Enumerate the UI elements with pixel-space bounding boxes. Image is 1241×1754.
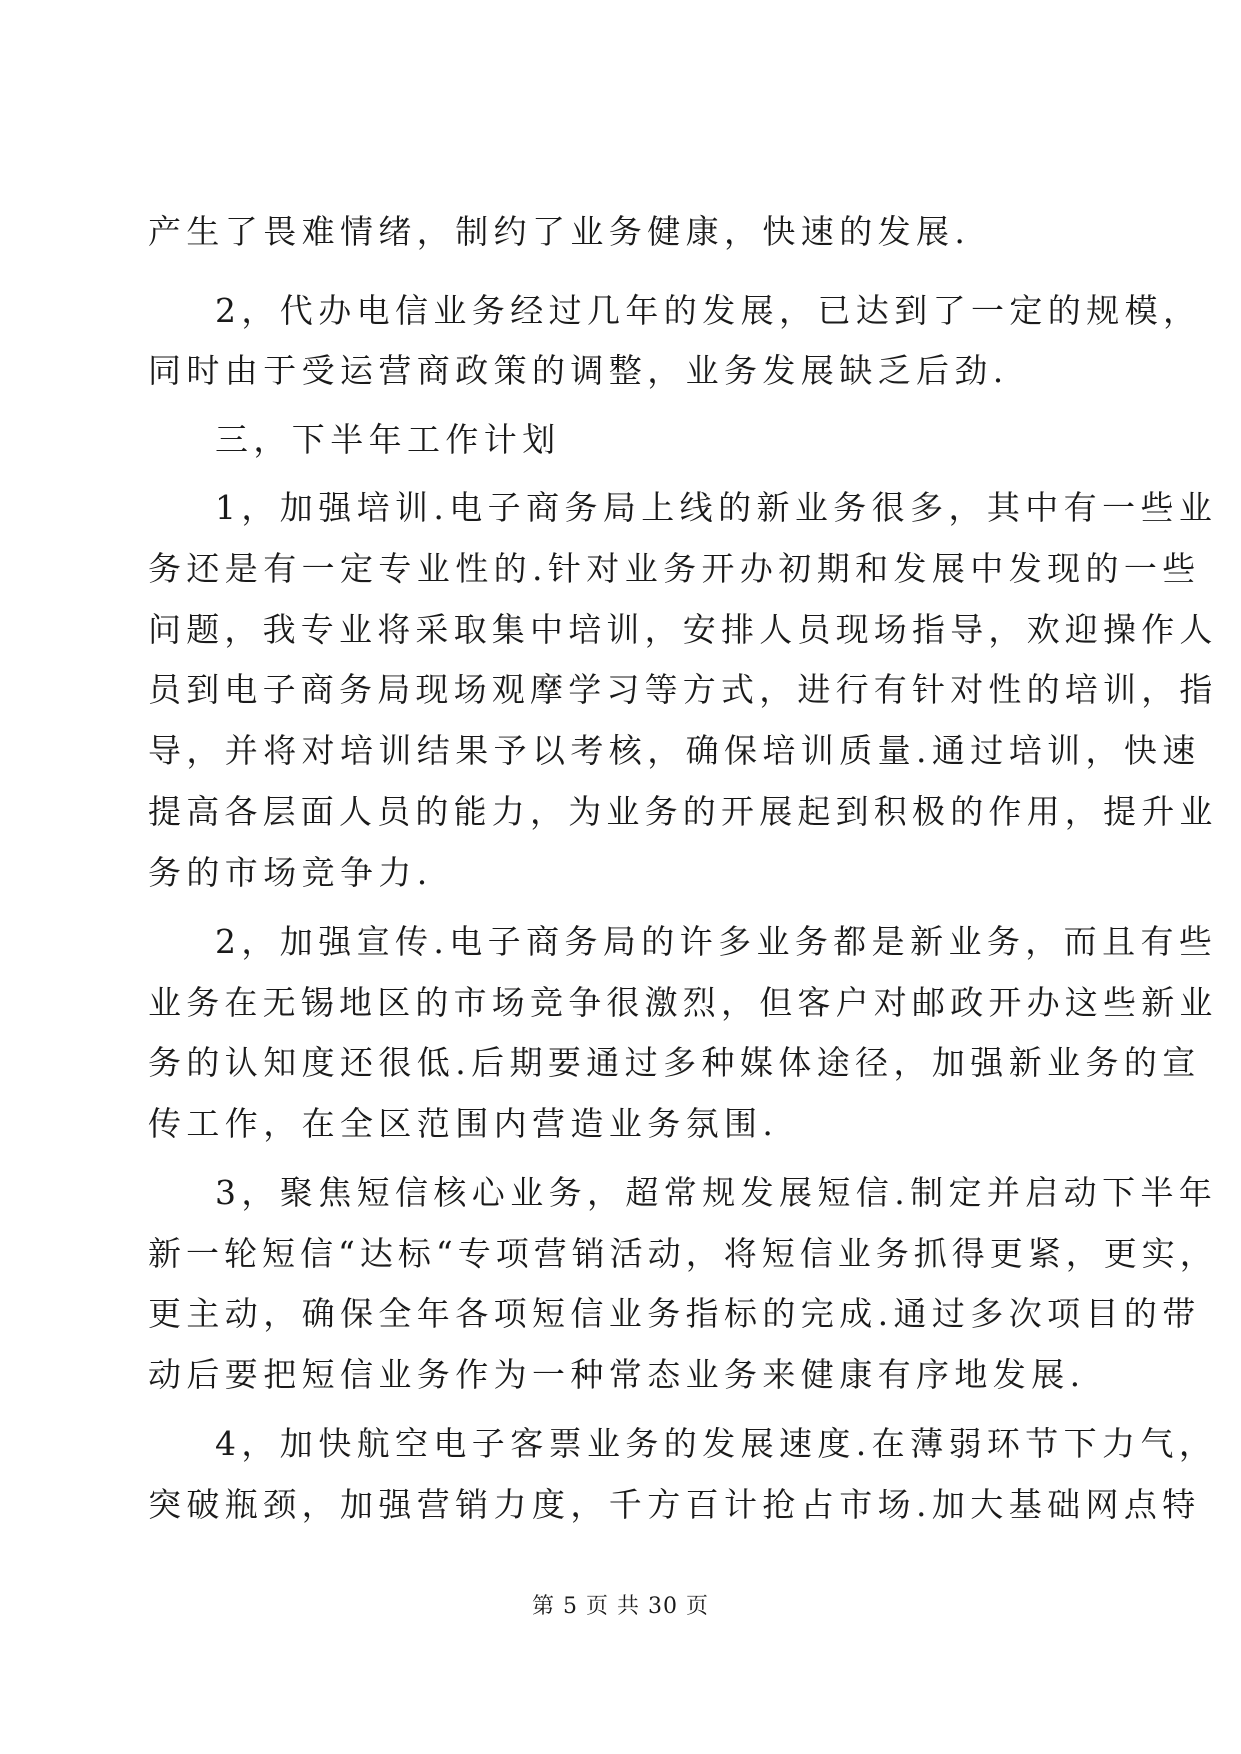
- text-line: 突破瓶颈，加强营销力度，千方百计抢占市场.加大基础网点特: [148, 1485, 1201, 1524]
- text-line: 4，加快航空电子客票业务的发展速度.在薄弱环节下力气，: [215, 1424, 1218, 1463]
- text-line: 动后要把短信业务作为一种常态业务来健康有序地发展.: [148, 1355, 1086, 1394]
- text-line: 业务在无锡地区的市场竞争很激烈，但客户对邮政开办这些新业: [148, 983, 1218, 1022]
- page-number-footer: 第 5 页 共 30 页: [532, 1594, 709, 1619]
- text-line: 问题，我专业将采取集中培训，安排人员现场指导，欢迎操作人: [148, 610, 1218, 649]
- section-heading: 三，下半年工作计划: [215, 420, 561, 459]
- text-line: 1，加强培训.电子商务局上线的新业务很多，其中有一些业: [215, 488, 1218, 527]
- text-line: 产生了畏难情绪，制约了业务健康，快速的发展.: [148, 212, 971, 251]
- text-line: 务的认知度还很低.后期要通过多种媒体途径，加强新业务的宣: [148, 1043, 1201, 1082]
- text-line: 务还是有一定专业性的.针对业务开办初期和发展中发现的一些: [148, 549, 1201, 588]
- text-line: 2，代办电信业务经过几年的发展，已达到了一定的规模，: [215, 291, 1202, 330]
- text-line: 传工作，在全区范围内营造业务氛围.: [148, 1104, 779, 1143]
- text-line: 务的市场竞争力.: [148, 853, 433, 892]
- text-line: 3，聚焦短信核心业务，超常规发展短信.制定并启动下半年: [215, 1173, 1218, 1212]
- text-line: 提高各层面人员的能力，为业务的开展起到积极的作用，提升业: [148, 792, 1218, 831]
- text-line: 导，并将对培训结果予以考核，确保培训质量.通过培训，快速: [148, 731, 1201, 770]
- text-line: 2，加强宣传.电子商务局的许多业务都是新业务，而且有些: [215, 922, 1218, 961]
- text-line: 新一轮短信“达标“专项营销活动，将短信业务抓得更紧，更实，: [148, 1234, 1218, 1273]
- text-line: 同时由于受运营商政策的调整，业务发展缺乏后劲.: [148, 351, 1009, 390]
- text-line: 员到电子商务局现场观摩学习等方式，进行有针对性的培训，指: [148, 670, 1218, 709]
- text-line: 更主动，确保全年各项短信业务指标的完成.通过多次项目的带: [148, 1294, 1201, 1333]
